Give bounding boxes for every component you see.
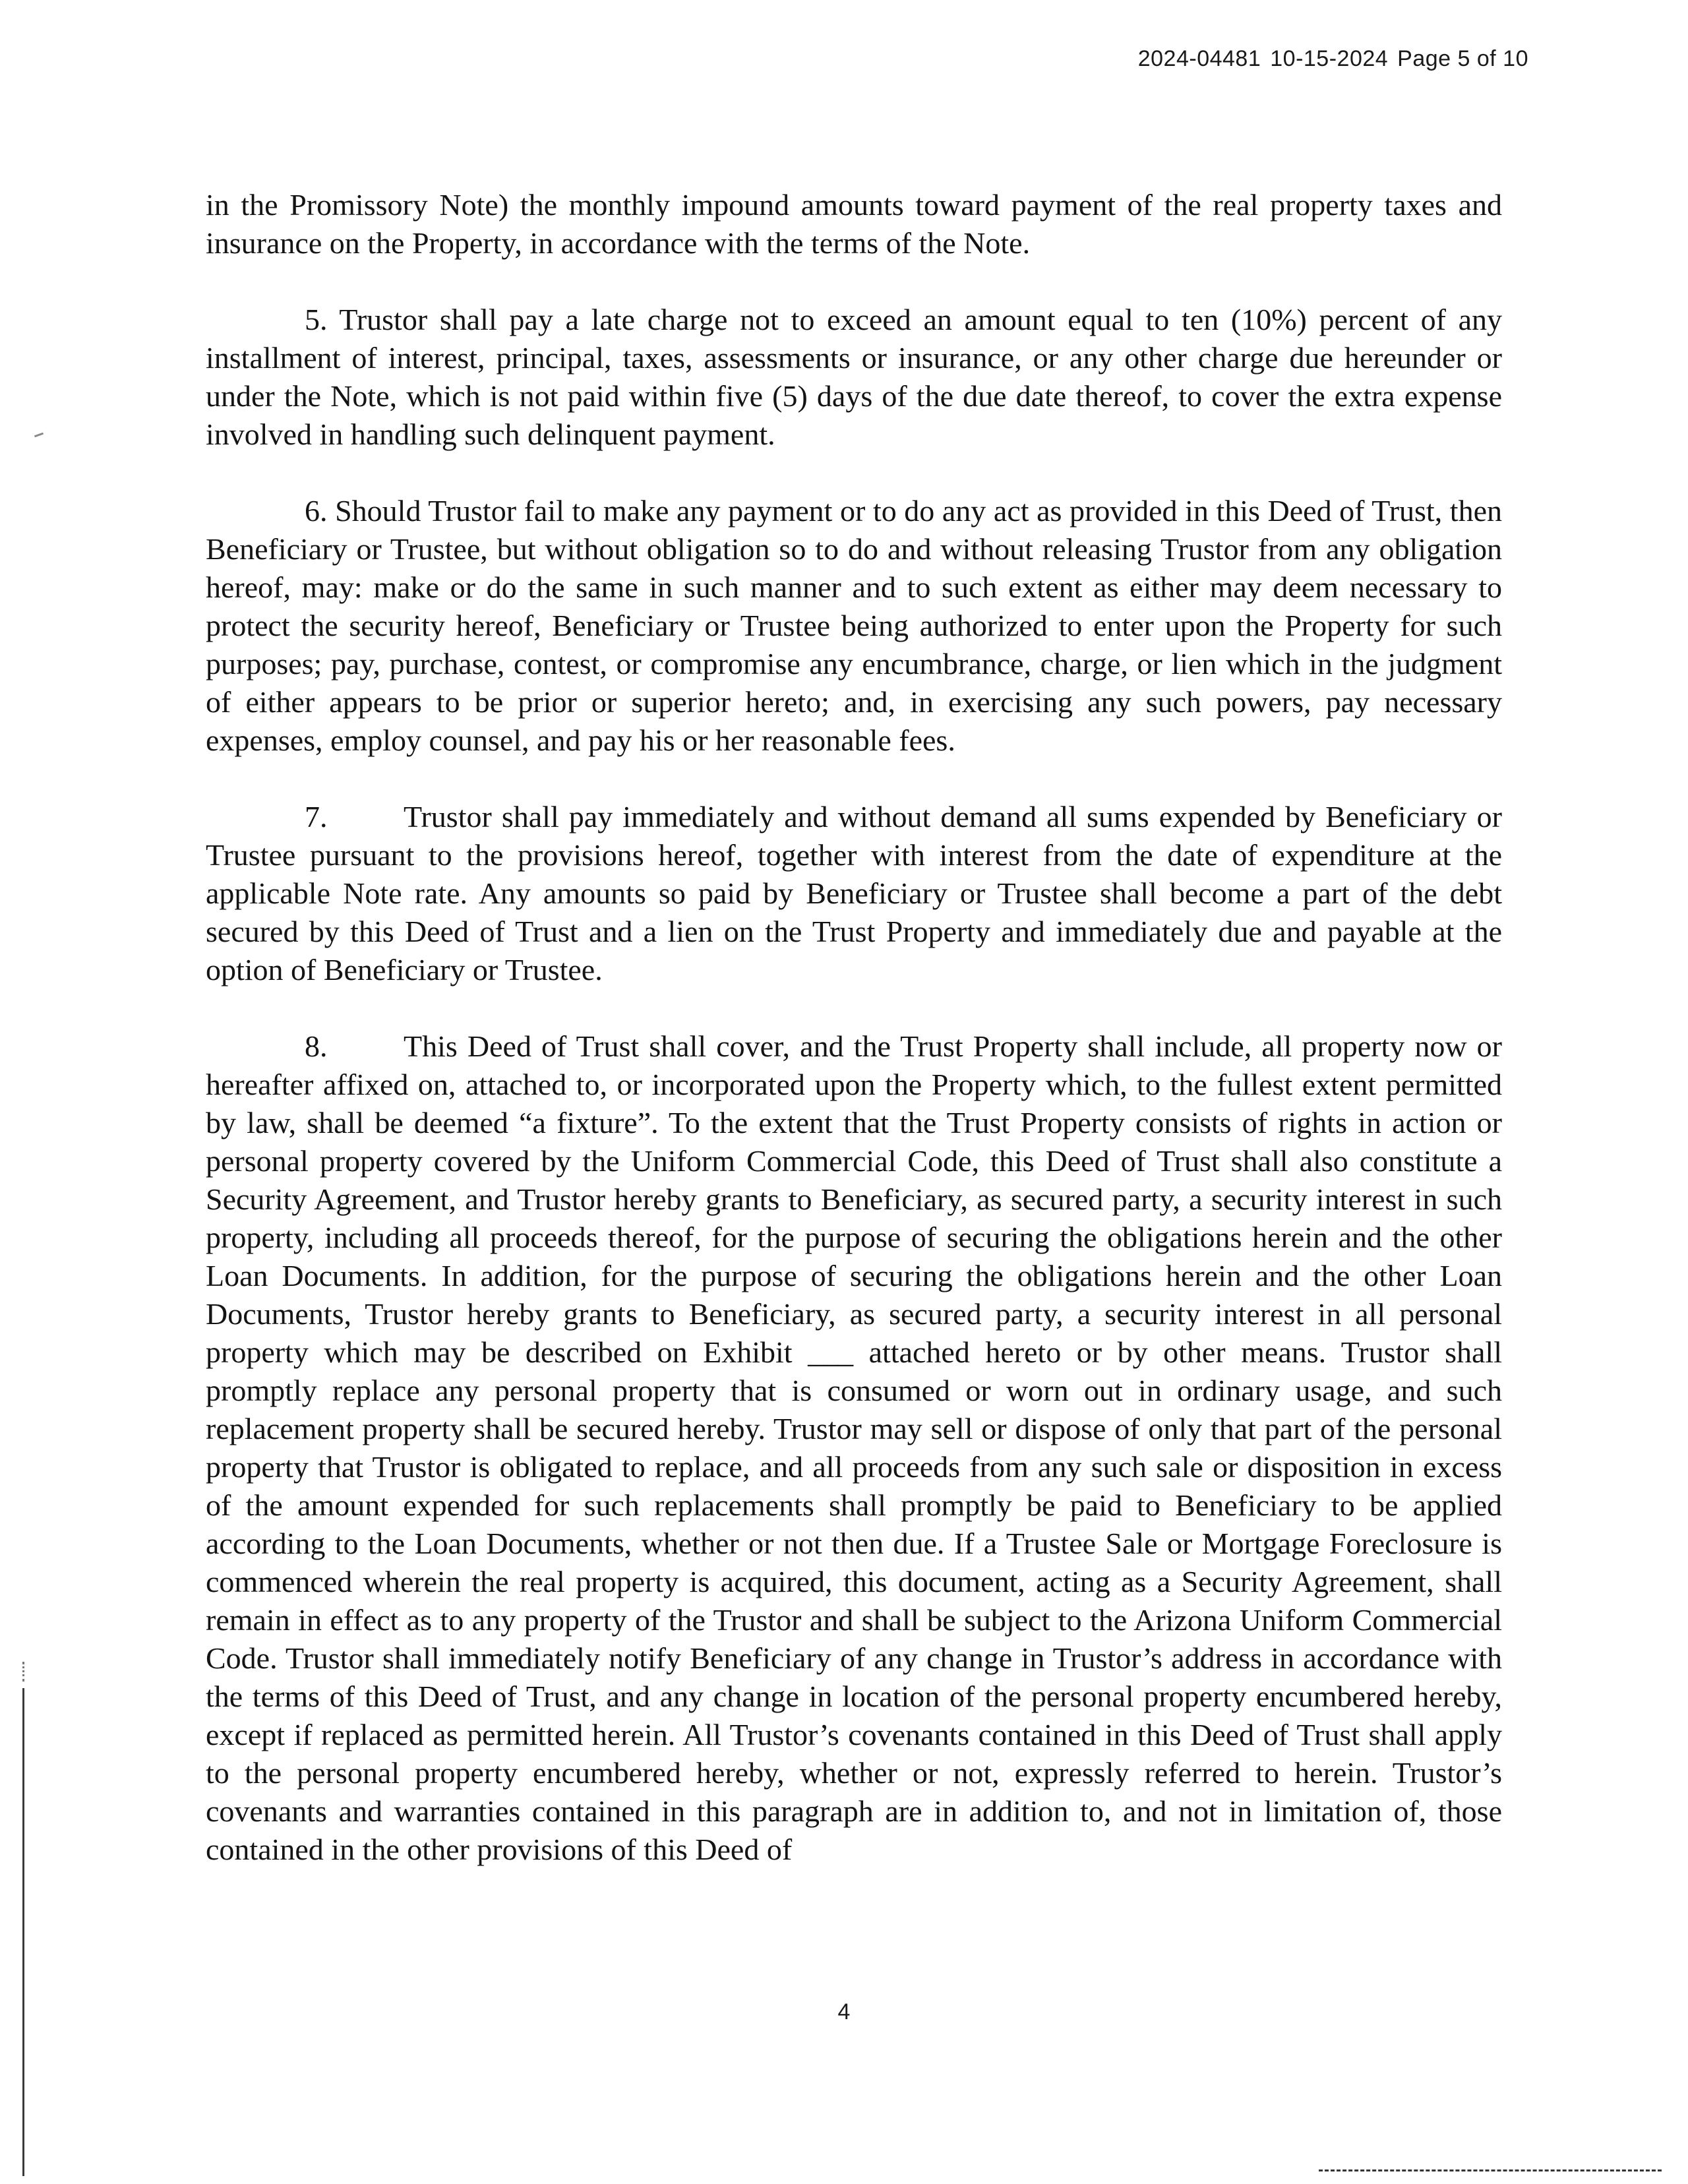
paragraph-8 — [206, 1027, 1502, 1869]
paragraph-continuation: in the Promissory Note) the monthly impound amounts toward payment of the real property taxes and insurance on the Property, in accordance with the terms of the Note. — [206, 188, 1502, 260]
paragraph-5 — [206, 301, 1502, 454]
document-number: 2024-04481 — [1137, 46, 1261, 71]
recording-header — [1138, 46, 1528, 72]
scan-artifact-stray — [34, 433, 44, 438]
paragraph-7-text: Trustor shall pay immediately and without demand all sums expended by Beneficiary or Trustee pursuant to the provisions hereof, together with interest from the date of expenditure at the applicable Note rate. Any amounts so paid by Beneficiary or Trustee shall become a part of the debt secured by this Deed of Trust and a lien on the Trust Property and immediately due and payable at the option of Beneficiary or Trustee. — [206, 800, 1502, 986]
paragraph-5-number: 5. — [305, 303, 328, 336]
paragraph-6 — [206, 492, 1502, 760]
paragraph-7 — [206, 798, 1502, 989]
page-label: Page 5 of 10 — [1397, 46, 1528, 71]
scan-artifact-dots — [22, 1662, 26, 1682]
paragraph-7-number: 7. — [305, 800, 328, 834]
scan-artifact-left-edge — [22, 1688, 24, 2176]
paragraph-8-number: 8. — [305, 1029, 328, 1063]
document-body — [206, 186, 1502, 1869]
paragraph-6-text: Should Trustor fail to make any payment or to do any act as provided in this Deed of Trust, then Beneficiary or Trustee, but without obligation so to do and without releasing Trustor from any obligation hereof, may: make or do the same in such manner and to such extent as either may deem necessary to protect the security hereof, Beneficiary or Trustee being authorized to enter upon the Property for such purposes; pay, purchase, contest, or compromise any encumbrance, charge, or lien which in the judgment of either appears to be prior or superior hereto; and, in exercising any such powers, pay necessary expenses, employ counsel, and pay his or her reasonable fees. — [206, 494, 1503, 757]
page-number: 4 — [837, 1999, 851, 2024]
paragraph-6-number: 6. — [305, 494, 328, 528]
paragraph-8-text: This Deed of Trust shall cover, and the Trust Property shall include, all property now or hereafter affixed on, attached to, or incorporated upon the Property which, to the fullest extent permitted by law, shall be deemed “a fixture”. To the extent that the Trust Property consists of rights in action or personal property covered by the Uniform Commercial Code, this Deed of Trust shall also constitute a Security Agreement, and Trustor hereby grants to Beneficiary, as secured party, a security interest in such property, including all proceeds thereof, for the purpose of securing the obligations herein and the other Loan Documents. In addition, for the purpose of securing the obligations herein and the other Loan Documents, Trustor hereby grants to Beneficiary, as secured party, a security interest in all personal property which may be described on Exhibit ___ attached hereto or by other means. Trustor shall promptly replace any personal property that is consumed or worn out in ordinary usage, and such replacement property shall be secured hereby. Trustor may sell or dispose of only that part of the personal property that Trustor is obligated to replace, and all proceeds from any such sale or disposition in excess of the amount expended for such replacements shall promptly be paid to Beneficiary to be applied according to the Loan Documents, whether or not then due. If a Trustee Sale or Mortgage Foreclosure is commenced wherein the real property is acquired, this document, acting as a Security Agreement, shall remain in effect as to any property of the Trustor and shall be subject to the Arizona Uniform Commercial Code. Trustor shall immediately notify Beneficiary of any change in Trustor’s address in accordance with the terms of this Deed of Trust, and any change in location of the personal property encumbered hereby, except if replaced as permitted herein. All Trustor’s covenants contained in this Deed of Trust shall apply to the personal property encumbered hereby, whether or not, expressly referred to herein. Trustor’s covenants and warranties contained in this paragraph are in addition to, and not in limitation of, those contained in the other provisions of this Deed of — [206, 1029, 1502, 1866]
scan-artifact-bottom-edge — [1319, 2169, 1662, 2171]
recording-date: 10-15-2024 — [1270, 46, 1389, 71]
paragraph-5-text: Trustor shall pay a late charge not to exceed an amount equal to ten (10%) percent of any installment of interest, principal, taxes, assessments or insurance, or any other charge due hereunder or under the Note, which is not paid within five (5) days of the due date thereof, to cover the extra expense involved in handling such delinquent payment. — [206, 303, 1502, 451]
